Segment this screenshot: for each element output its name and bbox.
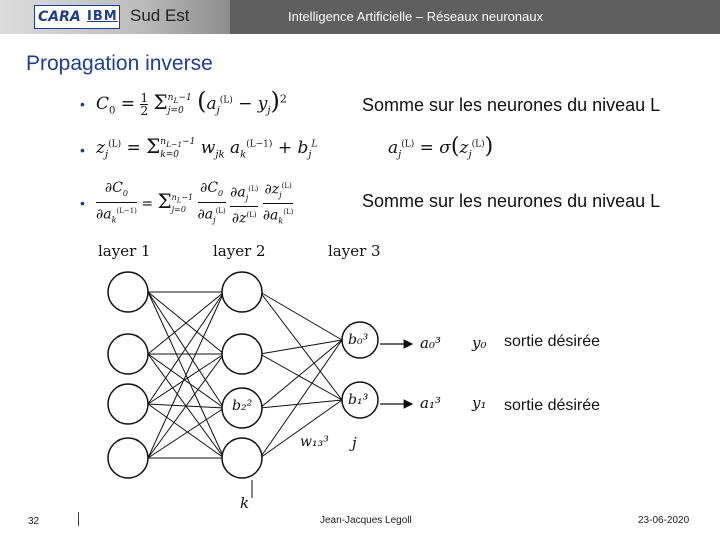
neuron-l2-0	[222, 272, 262, 312]
index-k-label: k	[240, 494, 250, 512]
neuron-l2-3	[222, 438, 262, 478]
slide-title: Propagation inverse	[26, 52, 213, 75]
formula-cost: $C_0$ = $\frac{1}{2}$ Σ $n_L-1$ j=0 $(a_j^{(L)} - y_j)^2$	[96, 87, 287, 118]
footer-author: Jean-Jacques Legoll	[320, 515, 412, 526]
activation-a03-label: a₀³	[420, 334, 441, 352]
bias-b13-label: b₁³	[348, 392, 369, 408]
bullet-dot-3: •	[80, 195, 85, 211]
desired-output-1-label: sortie désirée	[504, 397, 601, 414]
activation-a13-label: a₁³	[420, 394, 441, 412]
formula-gradient: $\frac{\partial C_0}{\partial a_k^{(L-1)}}$ = Σ $n_L-1$ j=0 $\frac{\partial C_0}{\partial a_j^{(L)}}$ $\frac{\partial a_j^{(L)}}{\partial z^{(L)}}$ $\frac{\partial z_j^{(L)}}{\partial a_k^{(L)}}$	[96, 179, 294, 227]
neuron-l1-2	[108, 384, 148, 424]
header-title: Intelligence Artificielle – Réseaux neuronaux	[288, 9, 544, 24]
bullet-1-note: Somme sur les neurones du niveau L	[362, 95, 661, 115]
desired-output-0-label: sortie désirée	[504, 333, 601, 350]
neuron-l1-3	[108, 438, 148, 478]
neuron-l1-0	[108, 272, 148, 312]
logo-ibm-text: IBM	[87, 9, 118, 24]
layer-2-label: layer 2	[213, 242, 266, 260]
weight-w13-label: w₁₃³	[300, 434, 329, 450]
target-y1-label: y₁	[472, 394, 487, 412]
formula-z: $z_j^{(L)} = \Sigma$ $n_{L-1}-1$ k=0 $w_{jk}$ $a_k^{(L-1)} + b_j^L$	[96, 134, 318, 161]
logo-cara-text: CARA	[38, 9, 81, 25]
site-label: Sud Est	[130, 6, 190, 25]
page-number: 32	[28, 516, 40, 527]
bullet-3-note: Somme sur les neurones du niveau L	[362, 191, 661, 211]
bias-b03-label: b₀³	[348, 332, 369, 348]
target-y0-label: y₀	[472, 334, 487, 352]
bullet-dot-1: •	[80, 96, 85, 112]
bias-b22-label: b₂²	[232, 398, 253, 414]
layer-3-label: layer 3	[328, 242, 381, 260]
footer-date: 23-06-2020	[638, 515, 690, 526]
index-j-label: j	[352, 434, 357, 452]
formula-activation: $a_j^{(L)} = \sigma(z_j^{(L)})$	[388, 134, 494, 161]
bullet-dot-2: •	[80, 142, 85, 158]
footer-divider	[78, 512, 79, 526]
layer-2-neurons	[222, 272, 262, 478]
neuron-l2-1	[222, 334, 262, 374]
neuron-l1-1	[108, 334, 148, 374]
layer-1-label: layer 1	[98, 242, 151, 260]
layer-1-neurons	[108, 272, 148, 478]
